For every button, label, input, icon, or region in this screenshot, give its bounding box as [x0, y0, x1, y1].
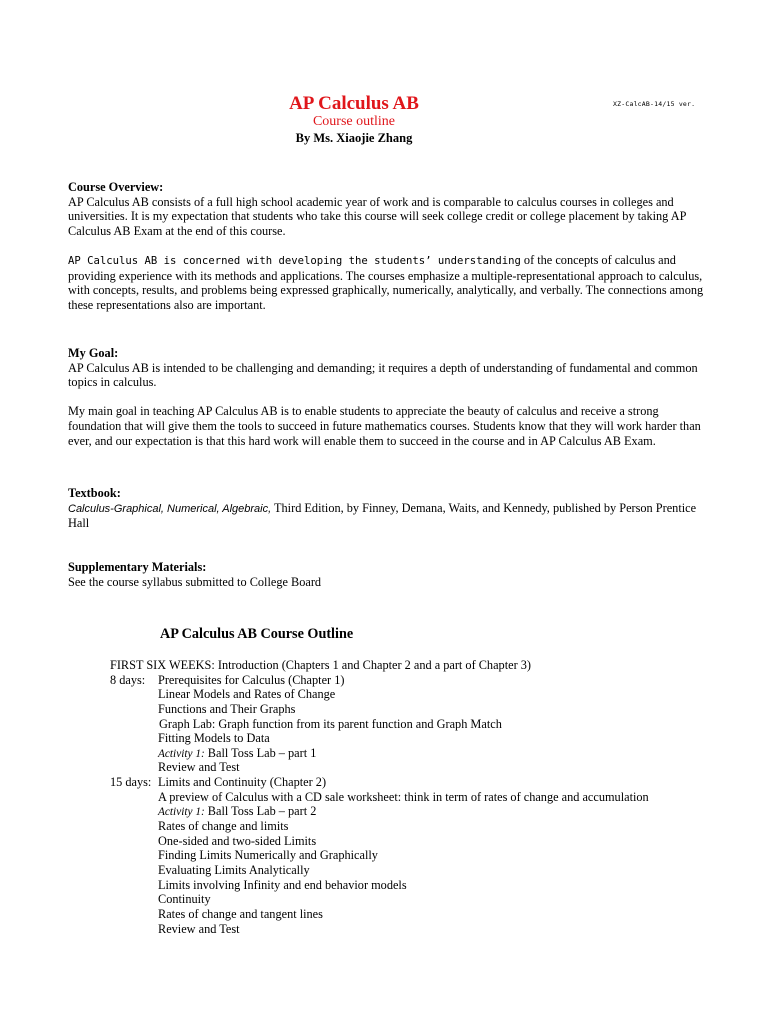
version-label: XZ-CalcAB-14/15 ver. [613, 100, 696, 108]
outline-title: AP Calculus AB Course Outline [160, 626, 354, 642]
outline-item-text: Finding Limits Numerically and Graphically [158, 848, 378, 863]
course-overview-paragraph-1: AP Calculus AB consists of a full high school academic year of work and is comparable to calculus courses in colleges and universities. It is my expectation that students who take this course will seek college credit or college placement by taking AP Calculus AB Exam at the end of this course. [68, 194, 686, 238]
outline-unit-2 [110, 775, 730, 790]
unit-1-days: 8 days: [110, 672, 146, 687]
textbook-citation [68, 501, 708, 531]
outline-item [110, 907, 730, 922]
goal-paragraph-1: AP Calculus AB is intended to be challenging and demanding; it requires a depth of understanding of fundamental and common topics in calculus. [68, 360, 698, 390]
outline-item-text: Review and Test [158, 921, 240, 936]
supplementary-section [68, 560, 708, 589]
outline-item-text: Linear Models and Rates of Change [158, 687, 336, 702]
outline-period [110, 658, 730, 673]
outline-item [110, 717, 730, 732]
outline-item [110, 687, 730, 702]
course-overview-paragraph-2-text: of the concepts of calculus and providing experience with its methods and applications. The courses emphasize a multiple-representational approach to calculus, with concepts, results, and problems being expressed graphically, numerically, analytically, and verbally. The connections among these representations also are important. [68, 252, 704, 312]
document-subtitle: Course outline [312, 114, 396, 129]
textbook-section [68, 486, 708, 531]
activity-text: Ball Toss Lab – part 1 [204, 745, 317, 760]
outline-item [110, 922, 730, 937]
outline-item [110, 848, 730, 863]
document-title: AP Calculus AB [289, 93, 419, 114]
outline-item [110, 702, 730, 717]
outline-item [110, 878, 730, 893]
outline-activity-line [158, 746, 316, 762]
outline-item-text: Fitting Models to Data [158, 731, 270, 746]
outline-item-text: Rates of change and tangent lines [158, 906, 323, 921]
outline-activity [110, 746, 730, 761]
textbook-details: Third Edition, by Finney, Demana, Waits, and Kennedy, published by Person Prentice Hall [68, 500, 697, 531]
course-outline-list [110, 658, 730, 936]
outline-item [110, 790, 730, 805]
outline-item [110, 819, 730, 834]
outline-activity [110, 804, 730, 819]
unit-2-title: Limits and Continuity (Chapter 2) [158, 775, 327, 790]
textbook-heading: Textbook: [68, 486, 121, 500]
outline-item-text: Rates of change and limits [158, 819, 289, 834]
course-overview-paragraph-2 [68, 253, 708, 312]
unit-1-title: Prerequisites for Calculus (Chapter 1) [158, 672, 345, 687]
author-line: By Ms. Xiaojie Zhang [295, 131, 413, 145]
outline-period-text: FIRST SIX WEEKS: Introduction (Chapters 1 and Chapter 2 and a part of Chapter 3) [110, 658, 531, 672]
activity-text: Ball Toss Lab – part 2 [204, 804, 317, 819]
course-overview-heading: Course Overview: [68, 180, 164, 194]
outline-item [110, 760, 730, 775]
outline-item [110, 731, 730, 746]
outline-item-text: Limits involving Infinity and end behavior models [158, 877, 407, 892]
outline-item [110, 834, 730, 849]
outline-activity-line [158, 804, 316, 820]
outline-item [110, 863, 730, 878]
outline-item-text: Graph Lab: Graph function from its parent function and Graph Match [159, 716, 502, 731]
course-overview-section [68, 180, 708, 312]
outline-item-text: Functions and Their Graphs [158, 701, 296, 716]
outline-item-text: Continuity [158, 892, 211, 907]
outline-item-text: A preview of Calculus with a CD sale worksheet: think in term of rates of change and accumulation [158, 789, 649, 804]
outline-item-text: Review and Test [158, 760, 240, 775]
supplementary-heading: Supplementary Materials: [68, 560, 207, 574]
activity-label: Activity 1: [158, 747, 205, 760]
activity-label: Activity 1: [158, 806, 205, 819]
goal-section [68, 346, 708, 448]
supplementary-text: See the course syllabus submitted to College Board [68, 574, 322, 589]
goal-paragraph-2: My main goal in teaching AP Calculus AB is to enable students to appreciate the beauty of calculus and receive a strong foundation that will give them the tools to succeed in future mathematics courses. Students know that they will work harder than ever, and our expectation is that this hard work will enable them to succeed in the course and in AP Calculus AB Exam. [68, 404, 701, 448]
outline-item-text: Evaluating Limits Analytically [158, 862, 310, 877]
outline-unit-1 [110, 673, 730, 688]
goal-heading: My Goal: [68, 346, 119, 360]
textbook-title: Calculus-Graphical, Numerical, Algebraic, [68, 502, 272, 515]
outline-item [110, 892, 730, 907]
course-overview-typed-lead: AP Calculus AB is concerned with developing the students’ understanding [68, 254, 521, 267]
unit-2-days: 15 days: [110, 775, 152, 790]
outline-item-text: One-sided and two-sided Limits [158, 833, 317, 848]
